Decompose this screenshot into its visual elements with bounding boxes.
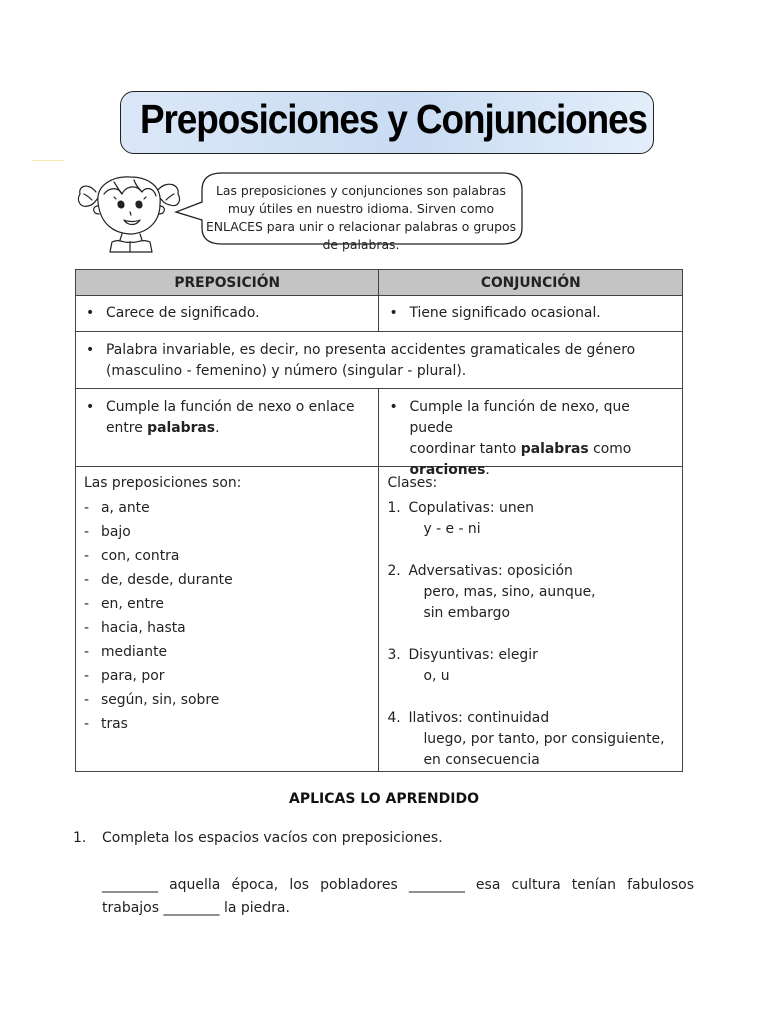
conj-function-text-2: como: [588, 441, 632, 457]
decorative-line: [32, 160, 64, 161]
conj-function-bold-2: oraciones: [409, 462, 486, 478]
table-cell: [76, 467, 379, 772]
header-preposicion: PREPOSICIÓN: [76, 270, 379, 296]
header-conjuncion: CONJUNCIÓN: [379, 270, 683, 296]
bullet-icon: •: [389, 399, 398, 415]
bullet-icon: •: [86, 399, 95, 415]
page-title: Preposiciones y Conjunciones: [140, 96, 647, 142]
prep-function-text: entre: [106, 420, 148, 436]
class-disyuntivas: 3. Disyuntivas: elegir o, u: [387, 647, 538, 684]
conjunctions-heading: Clases:: [387, 475, 438, 491]
prepositions-list: [84, 496, 370, 736]
conj-meaning: Tiene significado ocasional.: [409, 305, 601, 321]
table-cell: [379, 389, 683, 478]
exercise-sentence: ________ aquella época, los pobladores ________ esa cultura tenían fabulosos trabajos ________ la piedra.: [102, 877, 694, 916]
list-item: - hacia, hasta: [84, 620, 186, 636]
list-item: - tras: [84, 716, 128, 732]
invariable-line-2: (masculino - femenino) y número (singular - plural).: [106, 363, 467, 379]
prep-function-bold: palabras: [147, 420, 216, 436]
section-title: APLICAS LO APRENDIDO: [289, 791, 479, 807]
list-item: - de, desde, durante: [84, 572, 233, 588]
list-item: - mediante: [84, 644, 168, 660]
list-item: - según, sin, sobre: [84, 692, 220, 708]
list-item: - a, ante: [84, 500, 150, 516]
table-cell: [379, 296, 683, 332]
table-cell: [379, 467, 683, 772]
list-item: - en, entre: [84, 596, 164, 612]
class-adversativas: 2. Adversativas: oposición pero, mas, sino, aunque, sin embargo: [387, 563, 596, 621]
prep-function: [106, 397, 355, 439]
prep-function-line-1: Cumple la función de nexo o enlace: [106, 399, 355, 415]
table-cell: [76, 389, 379, 467]
table-cell: [76, 296, 379, 332]
bullet-icon: •: [389, 305, 398, 321]
intro-text: Las preposiciones y conjunciones son palabras muy útiles en nuestro idioma. Sirven como ENLACES para unir o relacionar palabras o grupos de palabras.: [205, 183, 517, 252]
girl-illustration: [74, 172, 186, 254]
table-cell: [76, 332, 683, 389]
prepositions-heading: Las preposiciones son:: [84, 475, 242, 491]
invariable-note: [106, 340, 635, 382]
conj-function-bold-1: palabras: [520, 441, 589, 457]
list-item: - para, por: [84, 668, 165, 684]
list-item: - con, contra: [84, 548, 180, 564]
exercise-text: Completa los espacios vacíos con preposiciones.: [102, 830, 443, 846]
comparison-table: [75, 269, 683, 772]
exercise-instruction: [73, 830, 695, 846]
conj-function-line-1: Cumple la función de nexo, que puede: [409, 399, 630, 436]
bullet-icon: •: [86, 305, 95, 321]
prep-function-end: .: [215, 420, 220, 436]
list-item: - bajo: [84, 524, 131, 540]
class-copulativas: 1. Copulativas: unen y - e - ni: [387, 500, 534, 537]
conj-function-text: coordinar tanto: [409, 441, 521, 457]
bullet-icon: •: [86, 342, 95, 358]
prep-meaning: Carece de significado.: [106, 305, 260, 321]
class-ilativos: 4. Ilativos: continuidad luego, por tanto, por consiguiente, en consecuencia: [387, 710, 665, 768]
exercise-number: 1.: [73, 830, 87, 846]
invariable-line-1: Palabra invariable, es decir, no presenta accidentes gramaticales de género: [106, 342, 636, 358]
conj-function-end: .: [485, 462, 490, 478]
